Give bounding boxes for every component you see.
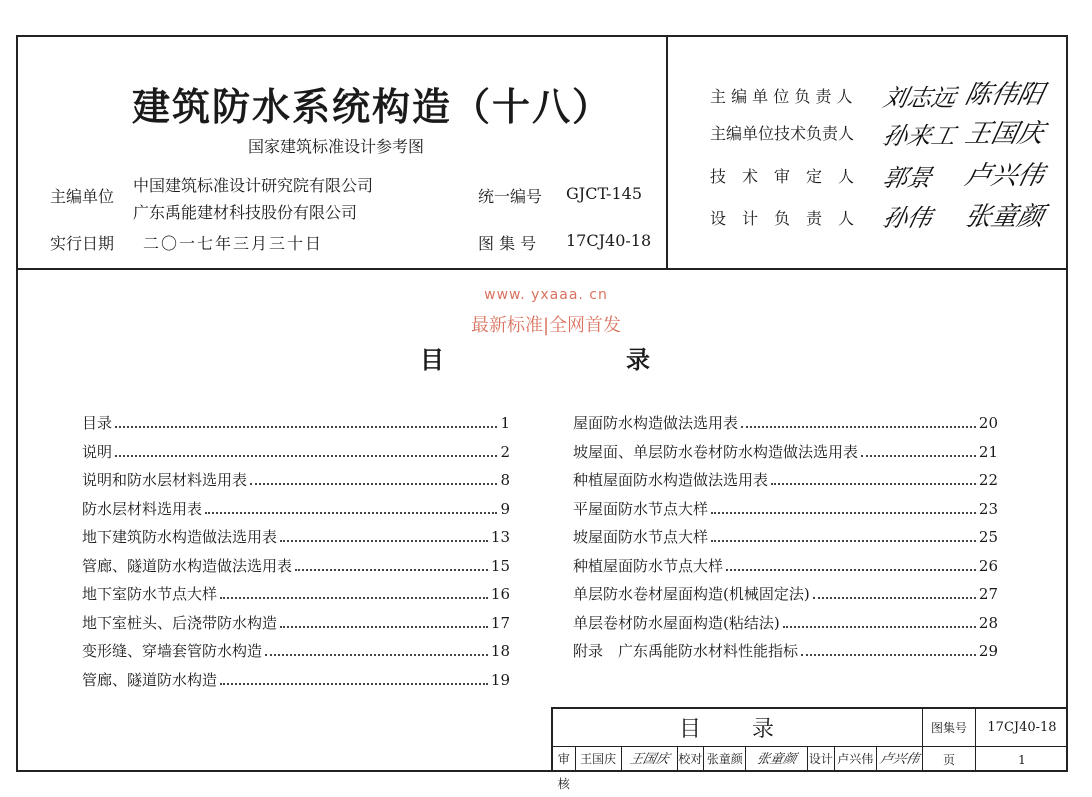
toc-item-leader — [205, 512, 497, 514]
date-value: 二〇一七年三月三十日 — [143, 234, 324, 253]
toc-item — [82, 526, 510, 555]
review-label: 审核 — [553, 747, 576, 772]
watermark-url: www. yxaaa. cn — [484, 287, 608, 303]
design-signature: 卢兴伟 — [878, 752, 921, 767]
toc-item-title: 目录 — [82, 414, 113, 432]
signoff-row — [553, 747, 923, 791]
toc-item-leader — [115, 455, 497, 457]
page-subtitle: 国家建筑标准设计参考图 — [248, 137, 425, 156]
toc-item — [82, 555, 510, 584]
toc-item-page: 15 — [490, 556, 510, 575]
drawing-title: 目 录 — [679, 717, 796, 742]
toc-item-title: 屋面防水构造做法选用表 — [573, 414, 739, 432]
toc-item-page: 19 — [490, 670, 510, 689]
toc-item-page: 20 — [978, 414, 998, 432]
toc-item-page: 29 — [978, 642, 998, 660]
toc-item — [573, 469, 998, 498]
signature-chief-unit-1: 刘志远 — [880, 84, 959, 112]
toc-item-leader — [861, 455, 976, 457]
toc-item-title: 坡屋面防水节点大样 — [573, 528, 709, 546]
toc-item-page: 8 — [500, 471, 510, 489]
toc-item-title: 平屋面防水节点大样 — [573, 499, 709, 518]
toc-item-page: 28 — [978, 613, 998, 632]
toc-item — [82, 412, 510, 441]
signature-tech-chief-2: 王国庆 — [962, 119, 1047, 149]
title-block-drawing-title-cell — [553, 709, 923, 747]
review-signature: 王国庆 — [628, 752, 671, 767]
toc-item-title: 单层防水卷材屋面构造(机械固定法) — [573, 585, 810, 603]
signatory-label-tech-review: 技 术 审 定 人 — [710, 167, 855, 186]
editor-label: 主编单位 — [50, 187, 115, 206]
signatory-label-chief-unit: 主 编 单 位 负 责 人 — [710, 87, 853, 106]
toc-item-page: 27 — [978, 585, 998, 603]
toc-item-leader — [726, 569, 976, 571]
editor-unit-2: 广东禹能建材科技股份有限公司 — [133, 203, 358, 222]
toc-item — [82, 441, 510, 470]
tb-atlas-value: 17CJ40-18 — [987, 720, 1057, 735]
atlas-label-cell — [923, 709, 976, 747]
toc-item-page: 18 — [490, 642, 510, 660]
check-label: 校对 — [678, 747, 705, 772]
toc-item-leader — [711, 540, 976, 542]
toc-item-leader — [813, 597, 976, 599]
toc-item-title: 坡屋面、单层防水卷材防水构造做法选用表 — [573, 442, 859, 461]
toc-item — [573, 498, 998, 527]
toc-item — [573, 640, 998, 669]
review-name: 王国庆 — [576, 747, 622, 772]
signature-tech-review-1: 郭景 — [880, 164, 935, 192]
signature-design-2: 张童颜 — [962, 202, 1047, 232]
check-name: 张童颜 — [704, 747, 746, 772]
tb-atlas-label: 图集号 — [930, 721, 967, 735]
toc-item — [573, 583, 998, 612]
design-name: 卢兴伟 — [835, 747, 877, 772]
page-value-cell — [976, 747, 1068, 772]
toc-item-page: 21 — [978, 442, 998, 461]
tb-page-value: 1 — [1018, 752, 1026, 767]
toc-item — [573, 612, 998, 641]
header-vertical-divider — [666, 35, 668, 270]
atlas-no-value: 17CJ40-18 — [566, 231, 652, 250]
toc-item-title: 单层卷材防水屋面构造(粘结法) — [573, 613, 780, 632]
toc-item-title: 变形缝、穿墙套管防水构造 — [82, 642, 263, 660]
signature-design-1: 孙伟 — [880, 204, 935, 232]
toc-item — [573, 555, 998, 584]
toc-item-page: 2 — [500, 442, 510, 461]
toc-item-leader — [711, 512, 976, 514]
toc-item-page: 26 — [978, 556, 998, 575]
toc-item-leader — [801, 654, 976, 656]
toc-item — [82, 669, 510, 698]
toc-item-title: 地下室防水节点大样 — [82, 585, 218, 603]
toc-heading-left: 目 — [420, 346, 444, 374]
toc-item — [573, 441, 998, 470]
toc-item-title: 地下建筑防水构造做法选用表 — [82, 528, 278, 546]
toc-item-leader — [280, 540, 488, 542]
toc-item-page: 25 — [978, 528, 998, 546]
date-label: 实行日期 — [50, 234, 115, 253]
page-title: 建筑防水系统构造（十八） — [132, 84, 613, 129]
toc-item-leader — [115, 426, 497, 428]
signatory-label-design: 设 计 负 责 人 — [710, 209, 855, 228]
toc-item-title: 管廊、隧道防水构造 — [82, 670, 218, 689]
toc-item — [573, 526, 998, 555]
toc-item — [82, 612, 510, 641]
watermark-slogan: 最新标准|全网首发 — [470, 315, 622, 336]
editor-unit-1: 中国建筑标准设计研究院有限公司 — [133, 176, 374, 195]
toc-item-page: 9 — [500, 499, 510, 518]
toc-item-page: 16 — [490, 585, 510, 603]
title-block — [551, 707, 1068, 791]
atlas-no-label: 图 集 号 — [478, 234, 537, 253]
toc-item-leader — [280, 626, 488, 628]
toc-item-leader — [771, 483, 976, 485]
toc-item-title: 地下室桩头、后浇带防水构造 — [82, 613, 278, 632]
toc-item-leader — [220, 683, 488, 685]
signature-tech-review-2: 卢兴伟 — [962, 161, 1047, 191]
unified-no-label: 统一编号 — [478, 187, 543, 206]
toc-item-page: 1 — [500, 414, 510, 432]
toc-item-title: 附录 广东禹能防水材料性能指标 — [573, 642, 799, 660]
unified-no-value: GJCT-145 — [566, 184, 642, 203]
toc-item-leader — [783, 626, 976, 628]
toc-item-page: 17 — [490, 613, 510, 632]
toc-item-title: 管廊、隧道防水构造做法选用表 — [82, 556, 293, 575]
header-divider — [16, 268, 1068, 270]
check-signature: 张童颜 — [755, 752, 798, 767]
toc-heading-right: 录 — [626, 346, 650, 374]
toc-item-title: 种植屋面防水构造做法选用表 — [573, 471, 769, 489]
toc-item-title: 说明 — [82, 442, 113, 461]
page-label-cell — [923, 747, 976, 772]
toc-item-page: 13 — [490, 528, 510, 546]
toc-item-title: 说明和防水层材料选用表 — [82, 471, 248, 489]
toc-right-column — [573, 412, 998, 669]
toc-item — [82, 640, 510, 669]
tb-page-label: 页 — [942, 753, 955, 767]
toc-item — [82, 498, 510, 527]
atlas-value-cell — [976, 709, 1068, 747]
toc-item-leader — [741, 426, 976, 428]
toc-left-column — [82, 412, 510, 697]
toc-item-leader — [220, 597, 488, 599]
toc-item-title: 防水层材料选用表 — [82, 499, 203, 518]
signature-tech-chief-1: 孙来工 — [880, 122, 959, 150]
toc-item-page: 22 — [978, 471, 998, 489]
design-label: 设计 — [808, 747, 835, 772]
toc-item — [82, 583, 510, 612]
toc-item-leader — [295, 569, 488, 571]
toc-item-leader — [250, 483, 497, 485]
toc-item-leader — [265, 654, 488, 656]
toc-item-title: 种植屋面防水节点大样 — [573, 556, 724, 575]
toc-item — [573, 412, 998, 441]
toc-item — [82, 469, 510, 498]
signatory-label-tech-chief: 主编单位技术负责人 — [710, 124, 855, 143]
signature-chief-unit-2: 陈伟阳 — [962, 80, 1047, 110]
toc-item-page: 23 — [978, 499, 998, 518]
